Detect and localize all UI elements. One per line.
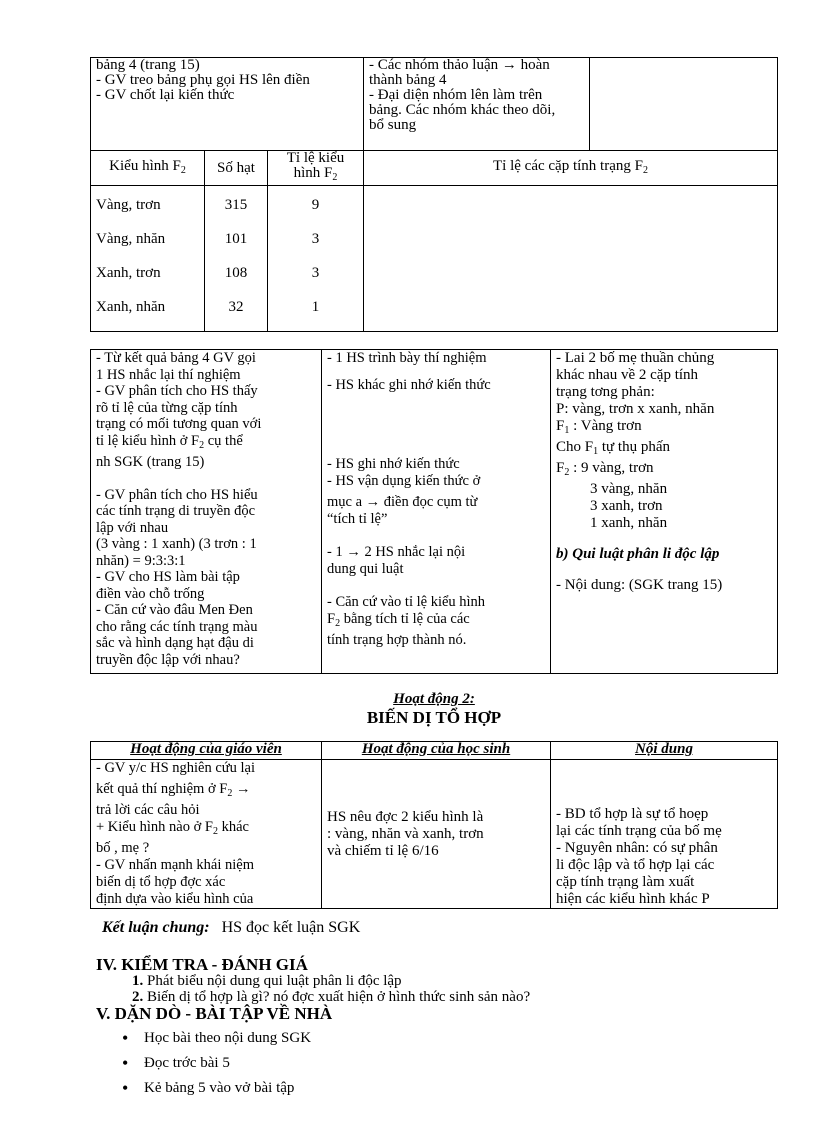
student-activity-cell: - 1 HS trình bày thí nghiệm - HS khác ghi nhớ kiến thức - HS ghi nhớ kiến thức - HS vận dụng kiến thức ở mục a → điền đọc cụm từ “tích tỉ lệ” - 1 → 2 HS nhắc lại nội dung qui luật - Căn cứ vào tỉ lệ kiểu hình $F_2$ bằng tích tỉ lệ của các tính trạng hợp thành nó. [322, 350, 551, 674]
header-ratio: Tỉ lệ kiểu hình $F_2$ [268, 151, 364, 186]
review-item: 2. Biến dị tổ hợp là gì? nó đợc xuất hiện ở hình thức sinh sản nào? [132, 989, 531, 1005]
section-review [96, 956, 796, 1005]
conclusion-label: Kết luận chung: [102, 919, 210, 936]
ratio-column: 9 3 3 1 [268, 186, 364, 332]
header-phenotype: Kiểu hình $F_2$ [91, 151, 205, 186]
homework-list [122, 1026, 796, 1101]
teacher-activity-cell: - GV y/c HS nghiên cứu lại kết quả thí nghiệm ở $F_2$ → trả lời các câu hỏi + Kiểu hình nào ở $F_2$ khác bố , mẹ ? - GV nhấn mạnh khái niệm biến dị tổ hợp đợc xác định dựa vào kiểu hình của [91, 760, 322, 909]
content-cell [590, 58, 778, 151]
combination-table [90, 741, 778, 909]
activity2-heading [90, 690, 778, 728]
section5-title: V. DẶN DÒ - BÀI TẬP VỀ NHÀ [96, 1004, 333, 1023]
header-pair-ratio: Tỉ lệ các cặp tính trạng $F_2$ [364, 151, 778, 186]
conclusion-text: HS đọc kết luận SGK [221, 919, 361, 936]
results-table [90, 57, 778, 332]
header-count: Số hạt [205, 151, 268, 186]
homework-item: • Kẻ bảng 5 vào vở bài tập [122, 1076, 796, 1101]
header-student: Hoạt động của học sinh [322, 742, 551, 760]
homework-item: • Học bài theo nội dung SGK [122, 1026, 796, 1051]
review-list [96, 973, 796, 1005]
content-cell: - Lai 2 bố mẹ thuần chủng khác nhau về 2 cặp tính trạng tơng phản: P: vàng, trơn x xanh, nhăn $F_1$ : Vàng trơn Cho $F_1$ tự thụ phấn $F_2$ : 9 vàng, trơn 3 vàng, nhăn 3 xanh, trơn 1 xanh, nhăn b) Qui luật phân li độc lập - Nội dung: (SGK trang 15) [551, 350, 778, 674]
section4-title: IV. KIỂM TRA - ĐÁNH GIÁ [96, 955, 308, 974]
teacher-cell: bảng 4 (trang 15) - GV treo bảng phụ gọi HS lên điền - GV chốt lại kiến thức [91, 58, 364, 151]
analysis-table [90, 349, 778, 674]
pair-ratio-cell [364, 186, 778, 332]
section-homework [96, 1004, 796, 1101]
activity2-label: Hoạt động 2: [393, 691, 475, 707]
activity2-title: BIẾN DỊ TỔ HỢP [366, 708, 502, 727]
header-teacher: Hoạt động của giáo viên [91, 742, 322, 760]
count-column: 315 101 108 32 [205, 186, 268, 332]
conclusion [102, 919, 360, 937]
homework-item: • Đọc trớc bài 5 [122, 1051, 796, 1076]
header-content: Nội dung [551, 742, 778, 760]
content-cell: - BD tổ hợp là sự tổ hoẹp lại các tính trạng của bố mẹ - Nguyên nhân: có sự phân li độc lập và tổ hợp lại các cặp tính trạng làm xuất hiện các kiểu hình khác P [551, 760, 778, 909]
student-cell: - Các nhóm thảo luận → hoàn thành bảng 4 - Đại diện nhóm lên làm trên bảng. Các nhóm khác theo dõi, bổ sung [364, 58, 590, 151]
student-activity-cell: HS nêu đợc 2 kiểu hình là : vàng, nhăn và xanh, trơn và chiếm tỉ lệ 6/16 [322, 760, 551, 909]
teacher-activity-cell: - Từ kết quả bảng 4 GV gọi 1 HS nhắc lại thí nghiệm - GV phân tích cho HS thấy rõ tỉ lệ của từng cặp tính trạng có mối tương quan với tỉ lệ kiểu hình ở $F_2$ cụ thể nh SGK (trang 15) - GV phân tích cho HS hiểu các tính trạng di truyền độc lập với nhau (3 vàng : 1 xanh) (3 trơn : 1 nhăn) = 9:3:3:1 - GV cho HS làm bài tập điền vào chỗ trống - Căn cứ vào đâu Men Đen cho rằng các tính trạng màu sắc và hình dạng hạt đậu di truyền độc lập với nhau? [91, 350, 322, 674]
phenotype-column: Vàng, trơn Vàng, nhăn Xanh, trơn Xanh, nhăn [91, 186, 205, 332]
review-item: 1. Phát biểu nội dung qui luật phân li độc lập [132, 973, 402, 989]
